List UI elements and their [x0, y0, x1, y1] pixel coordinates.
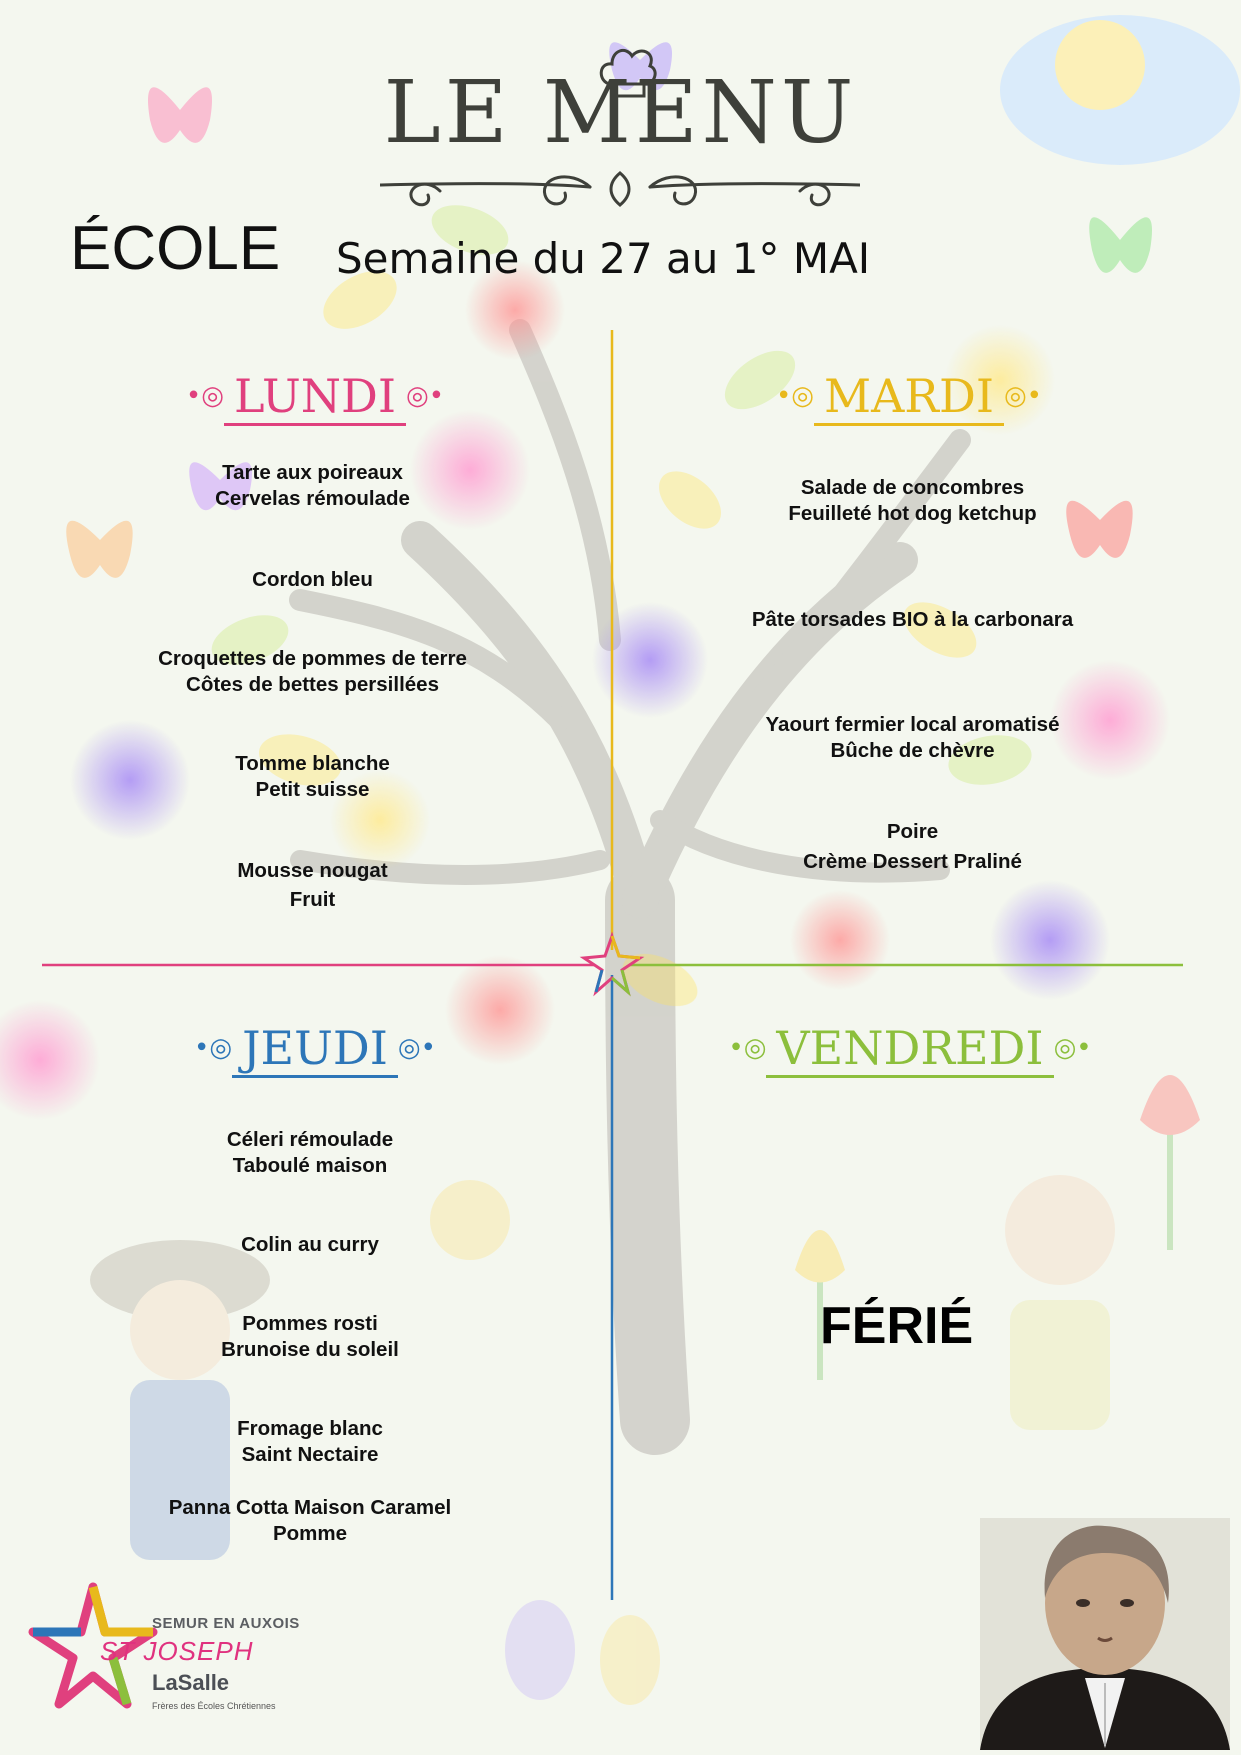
- dish: Salade de concombres: [800, 476, 1025, 499]
- dish: Petit suisse: [255, 778, 370, 801]
- dish: Crème Dessert Praliné: [803, 850, 1022, 873]
- dish: Céleri rémoulade: [226, 1128, 394, 1151]
- course-entree: [700, 475, 1125, 527]
- school-label: ÉCOLE: [70, 214, 281, 283]
- day-name: MARDI: [814, 369, 1004, 426]
- dish: Fromage blanc: [237, 1417, 383, 1440]
- day-heading-jeudi: •◎ JEUDI ◎•: [160, 1025, 470, 1071]
- dish: Pommes rosti: [242, 1312, 378, 1335]
- dish: Bûche de chèvre: [830, 739, 995, 762]
- course-side: [110, 1311, 510, 1363]
- logo-school-name: ST JOSEPH: [100, 1636, 254, 1666]
- dish: Côtes de bettes persillées: [186, 673, 439, 696]
- dish: Pomme: [272, 1522, 348, 1545]
- menu-mardi: [700, 0, 1125, 1755]
- page-title: LE MENU: [383, 63, 858, 163]
- course-dessert: [700, 817, 1125, 877]
- founder-portrait: [980, 1518, 1230, 1750]
- dish: Cordon bleu: [252, 568, 373, 591]
- course-main: [110, 1232, 510, 1258]
- dish: Colin au curry: [241, 1233, 379, 1256]
- dish: Panna Cotta Maison Caramel: [168, 1496, 452, 1519]
- holiday-label: FÉRIÉ: [820, 1297, 974, 1355]
- logo-town: SEMUR EN AUXOIS: [152, 1615, 300, 1632]
- dish: Yaourt fermier local aromatisé: [765, 713, 1060, 736]
- day-name: JEUDI: [232, 1021, 398, 1078]
- dish: Saint Nectaire: [241, 1443, 379, 1466]
- day-heading-lundi: •◎ LUNDI ◎•: [160, 373, 470, 419]
- week-label: Semaine du 27 au 1° MAI: [336, 234, 871, 283]
- day-name: LUNDI: [224, 369, 406, 426]
- menu-jeudi: [110, 0, 510, 1755]
- logo-tagline: Frères des Écoles Chrétiennes: [152, 1701, 276, 1711]
- course-entree: [110, 1127, 510, 1179]
- day-heading-vendredi: •◎ VENDREDI ◎•: [715, 1025, 1105, 1071]
- dish: Cervelas rémoulade: [215, 487, 410, 510]
- dish: Fruit: [289, 888, 336, 911]
- course-dessert: [110, 1495, 510, 1547]
- dish: Brunoise du soleil: [221, 1338, 399, 1361]
- logo-network: LaSalle: [152, 1670, 230, 1695]
- day-name: VENDREDI: [766, 1021, 1053, 1078]
- dish: Croquettes de pommes de terre: [158, 647, 467, 670]
- course-main: [700, 607, 1125, 633]
- day-heading-mardi: •◎ MARDI ◎•: [754, 373, 1064, 419]
- dish: Poire: [886, 820, 939, 843]
- dish: Pâte torsades BIO à la carbonara: [751, 608, 1074, 631]
- dish: Taboulé maison: [232, 1154, 388, 1177]
- course-cheese: [700, 712, 1125, 764]
- dish: Tarte aux poireaux: [222, 461, 403, 484]
- dish: Feuilleté hot dog ketchup: [788, 502, 1037, 525]
- dish: Mousse nougat: [237, 859, 388, 882]
- dish: Tomme blanche: [235, 752, 390, 775]
- course-cheese: [110, 1416, 510, 1468]
